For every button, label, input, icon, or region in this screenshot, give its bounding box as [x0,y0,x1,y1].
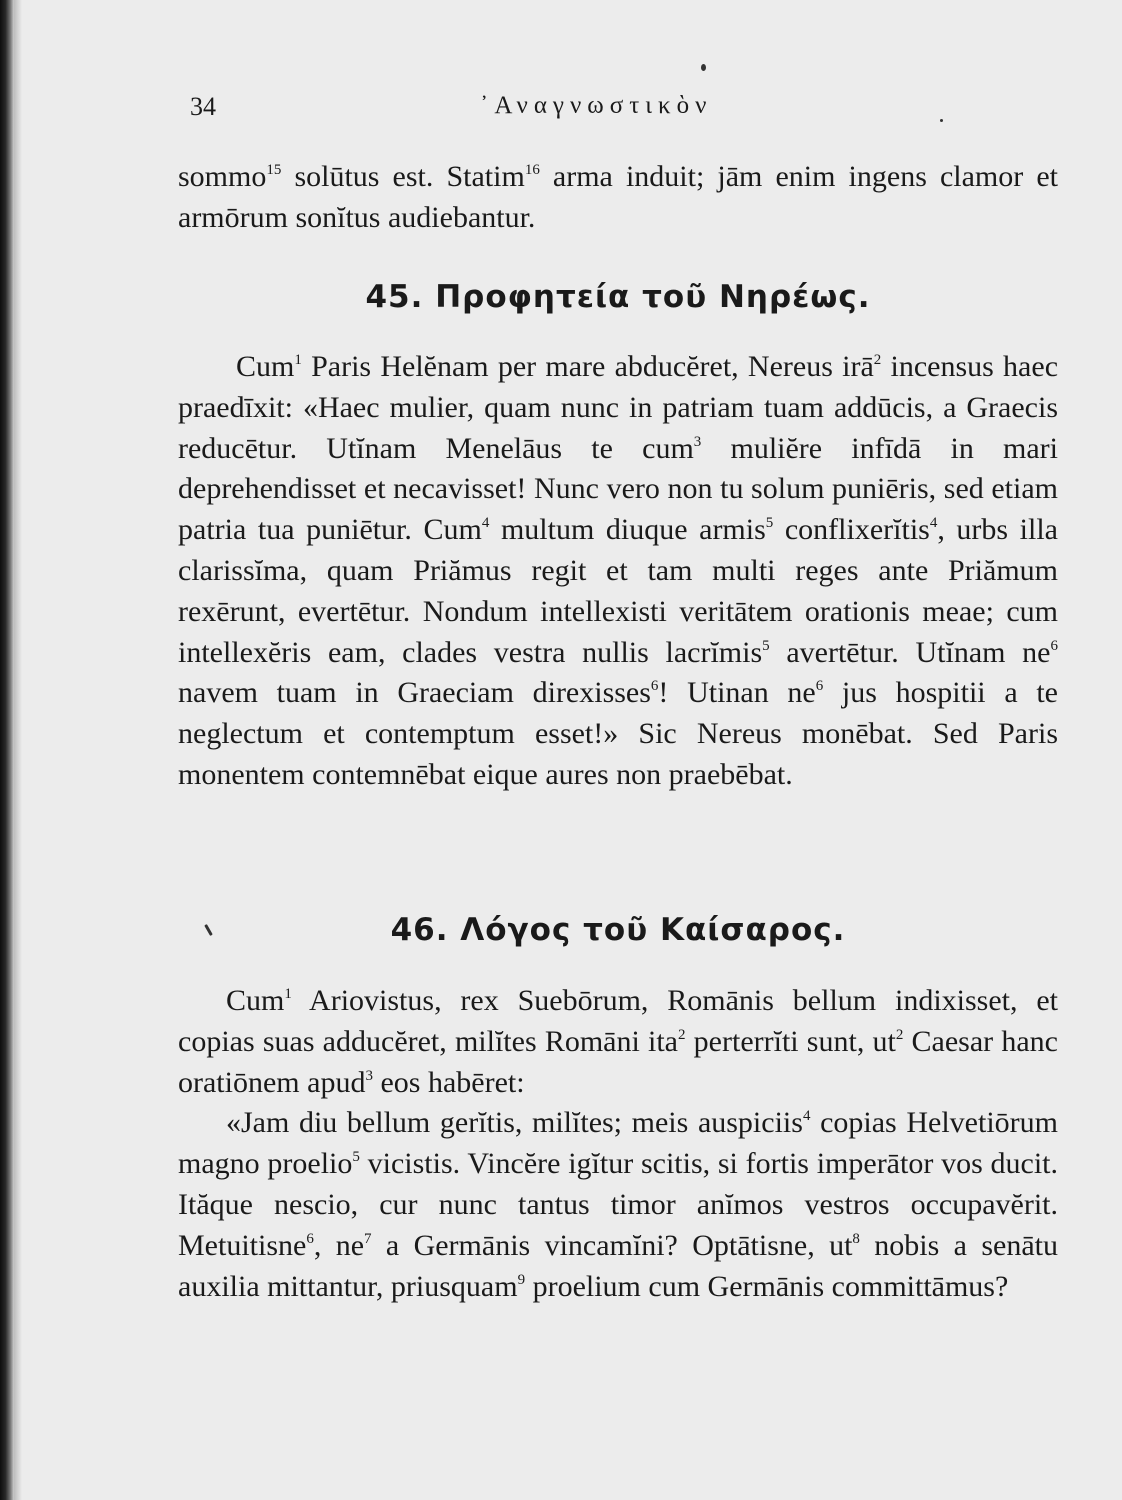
section-46-text-block [178,981,1058,1307]
text-run: ! Utinan ne [658,676,816,710]
footnote-ref: 16 [524,162,540,178]
footnote-ref: 4 [802,1108,811,1125]
section-45-paragraph [178,347,1058,796]
text-run: jus hospitii a te neglectum et contemptum esset!» Sic Nereus monēbat. Sed Paris monentem contemnēbat eique aures non praebēbat. [178,676,1058,791]
continuation-text-block [178,157,1058,239]
running-title: ᾿Αναγνωστικὸν [480,92,713,119]
text-run: Cum [236,350,295,383]
footnote-ref: 15 [266,162,282,178]
text-run: eos habēret: [372,1065,525,1099]
text-run: incensus haec praedīxit: «Haec mulier, quam nunc in patriam tuam addūcis, a Graecis reducētur. Utĭnam Menelāus te cum [178,350,1059,465]
footnote-ref: 3 [693,433,702,450]
text-run: copias Helvetiōrum magno proelio [178,1106,1058,1181]
continuation-paragraph [178,157,1058,239]
footnote-ref: 6 [815,678,824,695]
footnote-ref: 5 [762,637,770,654]
footnote-ref: 2 [677,1026,686,1043]
text-run: vicistis. Vincĕre igĭtur scitis, si fortis imperātor vos ducit. Ităque nescio, cur nunc tantus timor anĭmos vestros occupavĕrit. Metuitisne [178,1147,1058,1262]
footnote-ref: 5 [765,515,774,532]
section-46-paragraph-1 [178,981,1058,1103]
section-45-text-block [178,347,1058,796]
page-number: 34 [190,92,216,121]
footnote-ref: 4 [929,515,938,532]
text-run: solūtus est. Statim [281,160,525,193]
section-46-title: 46. Λόγος τοῦ Καίσαρος. [390,912,846,948]
text-run: muliĕre infīdā in mari deprehendisset et necavisset! Nunc vero non tu solum puniēris, sed etiam patria tua puniētur. Cum [178,431,1058,547]
footnote-ref: 6 [650,678,659,695]
footnote-ref: 3 [365,1067,373,1084]
text-run: , urbs illa clarissĭma, quam Priămus regit et tam multi reges ante Priămum rexērunt, evertētur. Nondum intellexisti veritātem orationis meae; cum intellexĕris eam, clades vestra nullis lacrĭmis [178,513,1059,669]
text-run: multum diuque armis [489,513,766,547]
text-run: , ne [313,1228,365,1262]
text-run: Ariovistus, rex Suebōrum, Romānis bellum indixisset, et copias suas adducĕret, milĭtes Romāni ita [178,984,1058,1058]
text-run: avertētur. Utĭnam ne [769,635,1051,669]
text-run: proelium cum Germānis committāmus? [525,1269,1009,1303]
text-run: sommo [178,160,267,193]
section-45-title: 45. Προφητεία τοῦ Νηρέως. [365,279,871,315]
text-run: Cum [226,984,285,1017]
footnote-ref: 6 [1050,637,1058,654]
scan-speck [701,64,706,71]
footnote-ref: 1 [284,986,292,1002]
section-46-paragraph-2 [178,1103,1058,1307]
text-run: conflixerĭtis [773,513,930,547]
text-run: Caesar hanc oratiōnem apud [178,1024,1058,1099]
text-run: arma induit; jām enim ingens clamor et armōrum sonĭtus audiebantur. [178,160,1058,234]
text-run: nobis a senātu auxilia mittantur, priusquam [178,1228,1058,1303]
footnote-ref: 9 [517,1271,526,1288]
page-gutter [14,0,22,1500]
book-spine-shadow [0,0,14,1500]
footnote-ref: 4 [481,515,490,532]
footnote-ref: 6 [306,1230,314,1247]
text-run: navem tuam in Graeciam direxisses [178,676,651,710]
text-run: a Germānis vincamĭni? Optātisne, ut [371,1228,853,1262]
footnote-ref: 7 [364,1230,372,1247]
scan-speck [940,119,943,122]
text-run: perterrĭti sunt, ut [685,1024,896,1058]
footnote-ref: 8 [852,1230,860,1247]
page-header [190,92,1058,128]
footnote-ref: 1 [294,352,302,368]
text-run: «Jam diu bellum gerĭtis, milĭtes; meis auspiciis [226,1106,803,1140]
text-run: Paris Helĕnam per mare abducĕret, Nereus irā [301,350,874,383]
footnote-ref: 2 [895,1026,904,1043]
footnote-ref: 2 [873,352,882,368]
footnote-ref: 5 [352,1149,360,1166]
